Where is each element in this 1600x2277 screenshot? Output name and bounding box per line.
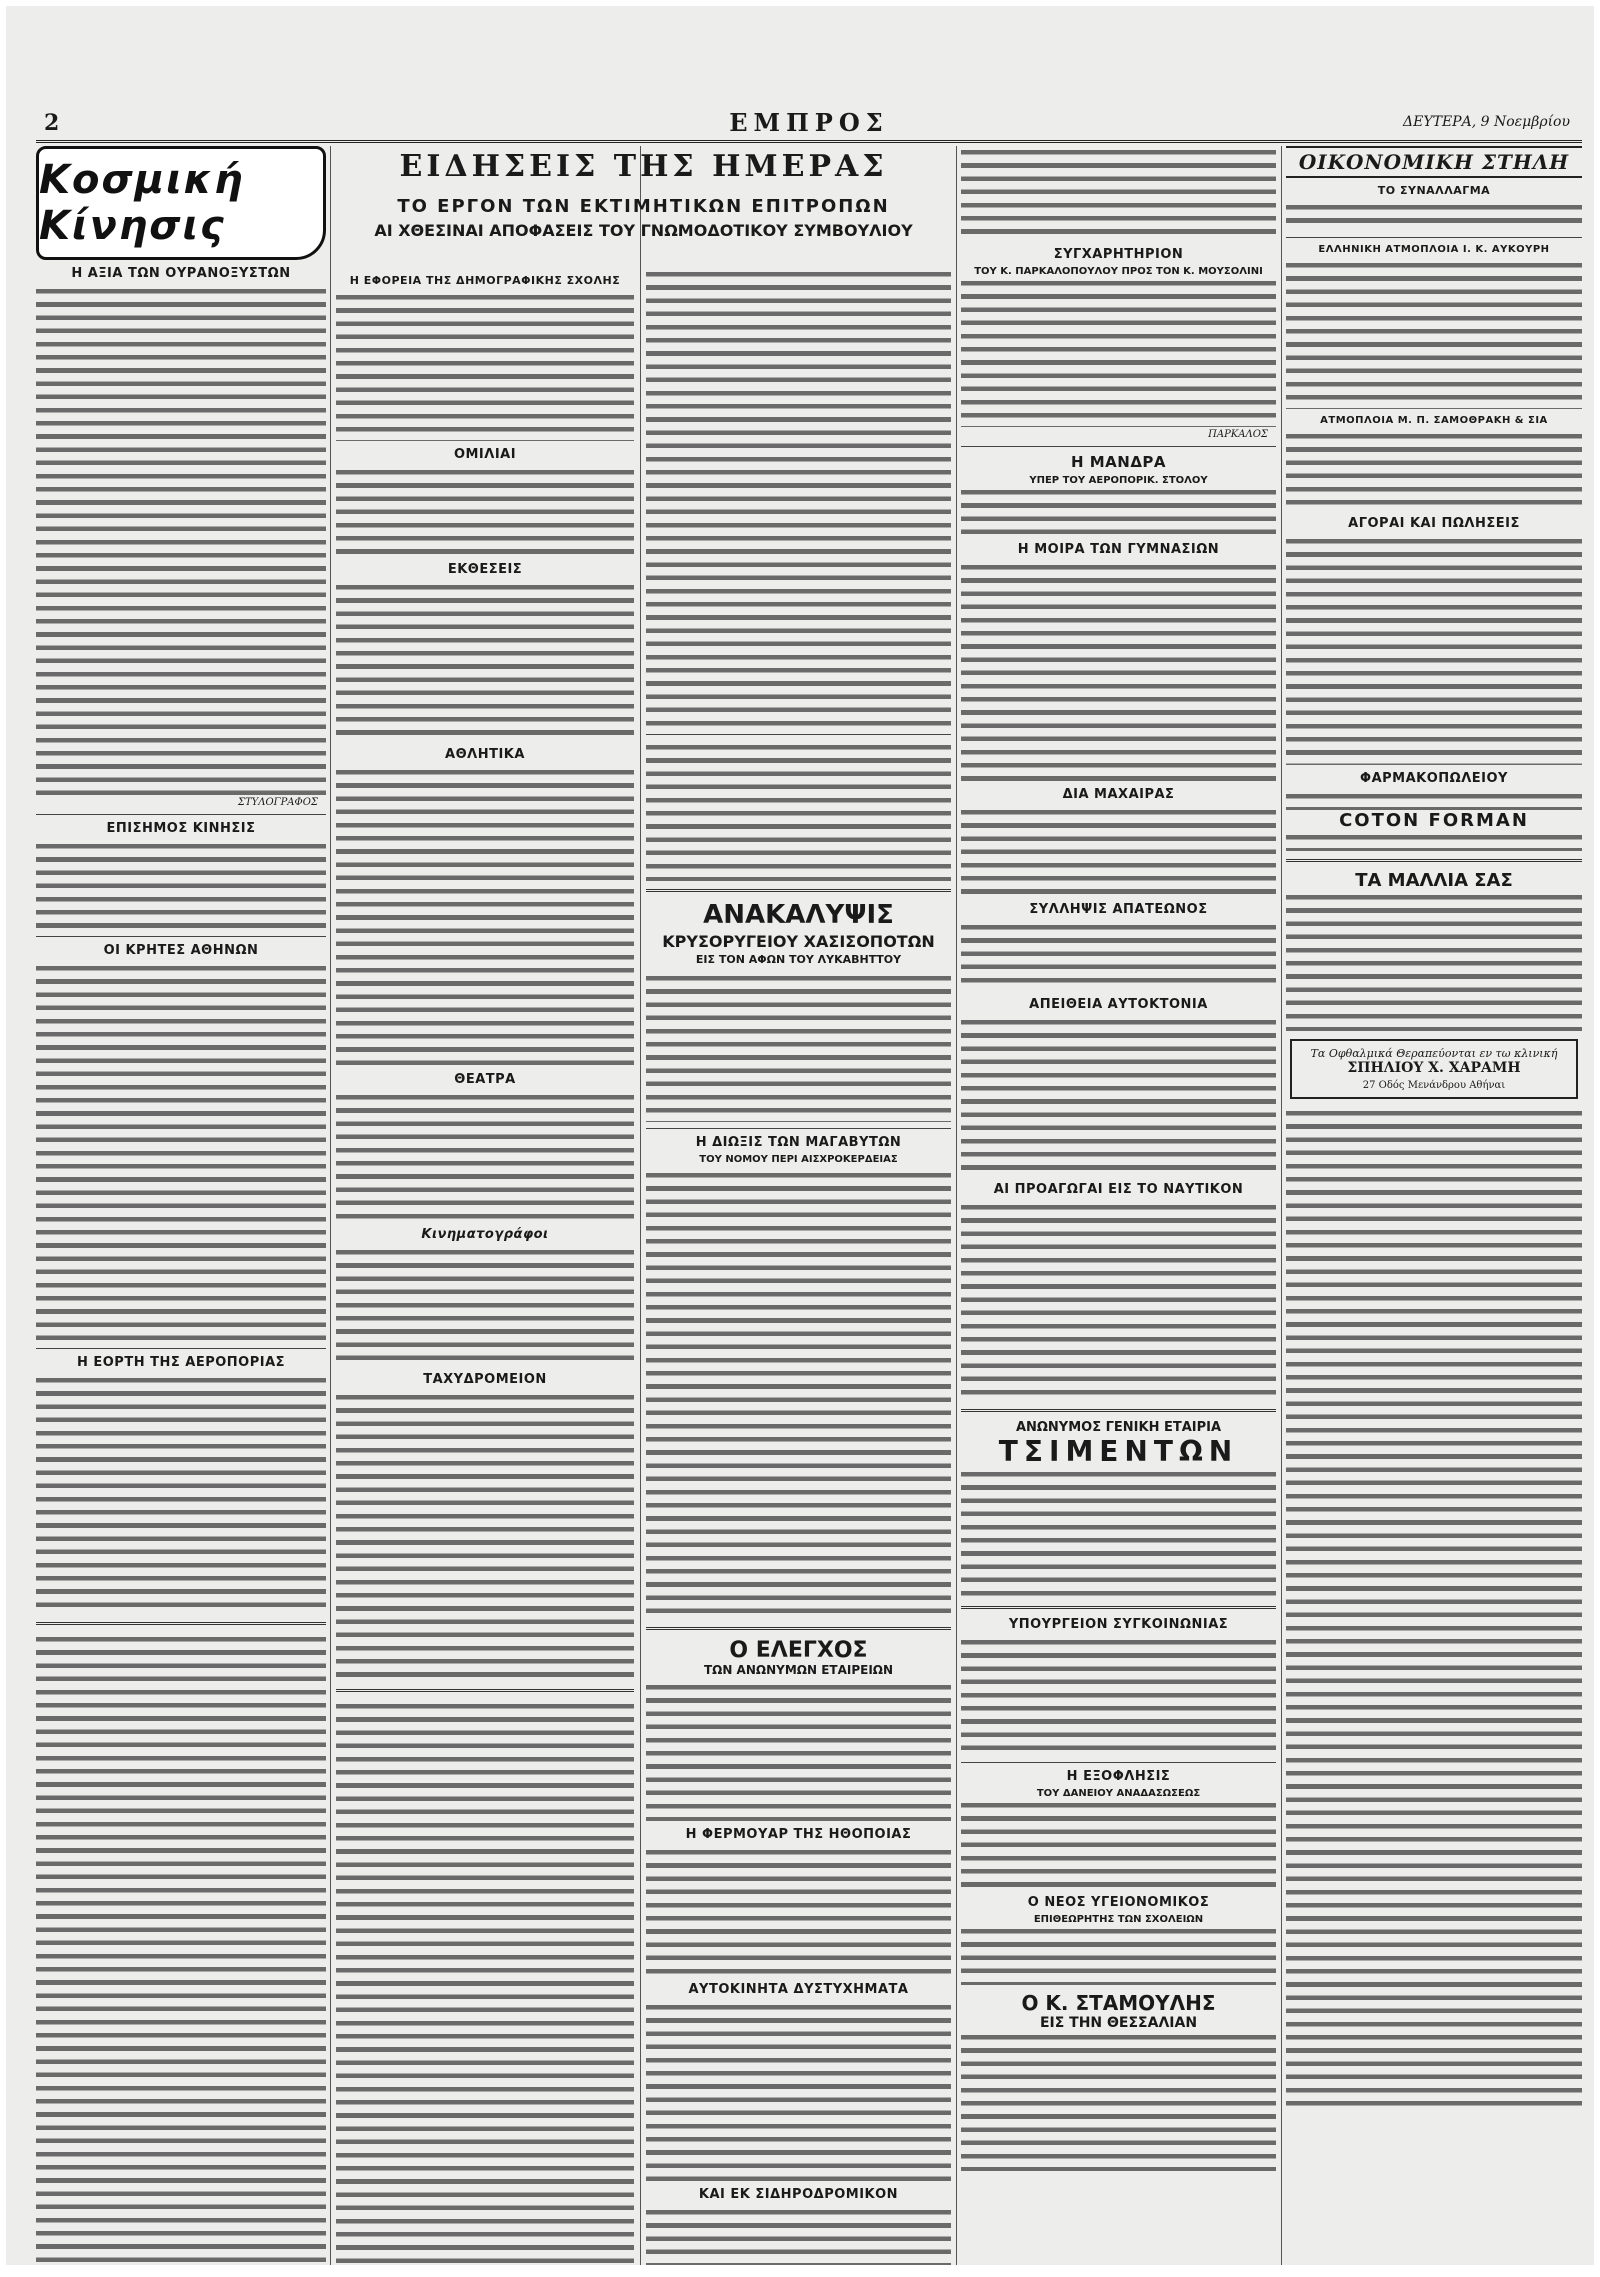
article-title: ΣΥΛΛΗΨΙΣ ΑΠΑΤΕΩΝΟΣ bbox=[1029, 902, 1208, 917]
article-body bbox=[36, 1374, 326, 1614]
newspaper-page bbox=[6, 6, 1594, 2265]
article-title: ΕΛΛΗΝΙΚΗ ΑΤΜΟΠΛΟΙΑ Ι. Κ. ΑΥΚΟΥΡΗ bbox=[1318, 244, 1550, 255]
article-title: ΔΙΑ ΜΑΧΑΙΡΑΣ bbox=[1062, 787, 1175, 802]
ad-title: COTON FORMAN bbox=[1339, 810, 1529, 831]
article-body-continued bbox=[36, 1633, 326, 2265]
article-title: Η ΦΕΡΜΟΥΑΡ ΤΗΣ ΗΘΟΠΟΙΑΣ bbox=[685, 1827, 912, 1842]
article-subtitle: ΤΟΥ ΝΟΜΟΥ ΠΕΡΙ ΑΙΣΧΡΟΚΕΡΔΕΙΑΣ bbox=[699, 1154, 898, 1165]
article-body bbox=[646, 741, 951, 881]
article-subtitle: ΕΠΙΘΕΩΡΗΤΗΣ ΤΩΝ ΣΧΟΛΕΙΩΝ bbox=[1033, 1914, 1204, 1925]
article-body bbox=[1286, 259, 1582, 409]
column-rule bbox=[1281, 146, 1282, 2265]
article-title: Η ΔΙΩΞΙΣ ΤΩΝ ΜΑΓΑΒΥΤΩΝ bbox=[695, 1135, 902, 1150]
article-title: Ο ΕΛΕΓΧΟΣ bbox=[729, 1638, 868, 1663]
article-subtitle: ΤΟΥ ΔΑΝΕΙΟΥ ΑΝΑΔΑΣΩΣΕΩΣ bbox=[1036, 1788, 1201, 1799]
column-rule bbox=[330, 146, 331, 2265]
article-body bbox=[336, 766, 634, 1066]
article-body-continued bbox=[336, 1700, 634, 2265]
lead-headline bbox=[336, 196, 951, 240]
article-body bbox=[961, 277, 1276, 427]
article-body bbox=[961, 1925, 1276, 1985]
lead-article-body bbox=[646, 268, 951, 728]
article-body bbox=[961, 2031, 1276, 2171]
article-title: ΘΕΑΤΡΑ bbox=[454, 1072, 516, 1087]
ad-body bbox=[1286, 831, 1582, 851]
article-title: ΣΥΓΧΑΡΗΤΗΡΙΟΝ bbox=[1053, 247, 1184, 262]
legal-notice-body bbox=[1286, 1107, 1582, 2107]
article-body bbox=[36, 962, 326, 1342]
article-body bbox=[961, 561, 1276, 781]
article-body bbox=[36, 840, 326, 930]
ad-body bbox=[961, 1468, 1276, 1598]
article-body bbox=[1286, 430, 1582, 510]
column-rule bbox=[640, 146, 641, 2265]
ad-body bbox=[1286, 891, 1582, 1031]
article-title: ΕΠΙΣΗΜΟΣ ΚΙΝΗΣΙΣ bbox=[106, 821, 256, 836]
article-subtitle: ΚΡΥΣΟΡΥΓΕΙΟΥ ΧΑΣΙΣΟΠΟΤΩΝ bbox=[662, 932, 935, 951]
article-title: ΑΝΑΚΑΛΥΨΙΣ bbox=[703, 900, 894, 930]
article-title: ΑΓΟΡΑΙ ΚΑΙ ΠΩΛΗΣΕΙΣ bbox=[1348, 516, 1520, 531]
article-subtitle: ΕΙΣ ΤΟΝ ΑΦΩΝ ΤΟΥ ΛΥΚΑΒΗΤΤΟΥ bbox=[695, 953, 902, 966]
column-2 bbox=[336, 268, 634, 2265]
lead-headline-line1: ΤΟ ΕΡΓΟΝ ΤΩΝ ΕΚΤΙΜΗΤΙΚΩΝ ΕΠΙΤΡΟΠΩΝ bbox=[397, 196, 890, 217]
article-body bbox=[961, 1016, 1276, 1176]
article-title: ΚΑΙ ΕΚ ΣΙΔΗΡΟΔΡΟΜΙΚΟΝ bbox=[698, 2187, 899, 2202]
article-body bbox=[336, 1246, 634, 1366]
article-title: ΦΑΡΜΑΚΟΠΩΛΕΙΟΥ bbox=[1360, 771, 1508, 786]
section-title-economic: ΟΙΚΟΝΟΜΙΚΗ ΣΤΗΛΗ bbox=[1286, 146, 1582, 178]
column-1 bbox=[36, 146, 326, 2265]
article-title: Η ΕΦΟΡΕΙΑ ΤΗΣ ΔΗΜΟΓΡΑΦΙΚΗΣ ΣΧΟΛΗΣ bbox=[349, 274, 621, 287]
article-title: ΕΚΘΕΣΕΙΣ bbox=[447, 562, 523, 577]
article-title: Η ΕΞΟΦΛΗΣΙΣ bbox=[1066, 1769, 1171, 1784]
article-title: Η ΜΑΝΔΡΑ bbox=[1070, 453, 1167, 471]
lead-headline-line2: ΑΙ ΧΘΕΣΙΝΑΙ ΑΠΟΦΑΣΕΙΣ ΤΟΥ ΓΝΩΜΟΔΟΤΙΚΟΥ ΣΥΜΒΟΥΛΙΟΥ bbox=[374, 221, 913, 240]
article-title: ΑΤΜΟΠΛΟΙΑ Μ. Π. ΣΑΜΟΘΡΑΚΗ & ΣΙΑ bbox=[1320, 415, 1548, 426]
ad-box-name: ΣΠΗΛΙΟΥ Χ. ΧΑΡΑΜΗ bbox=[1347, 1060, 1521, 1076]
article-body bbox=[646, 1681, 951, 1821]
column-4 bbox=[961, 146, 1276, 2265]
article-body bbox=[336, 1091, 634, 1221]
masthead: ΕΜΠΡΟΣ bbox=[729, 108, 889, 137]
issue-date: ΔΕΥΤΕΡΑ, 9 Νοεμβρίου bbox=[1403, 114, 1570, 130]
article-body bbox=[1286, 790, 1582, 810]
article-body bbox=[1286, 201, 1582, 231]
column-5 bbox=[1286, 146, 1582, 2265]
ad-title: ΑΝΩΝΥΜΟΣ ΓΕΝΙΚΗ ΕΤΑΙΡΙΑ bbox=[1015, 1420, 1222, 1435]
article-body bbox=[961, 1636, 1276, 1756]
article-body bbox=[336, 466, 634, 556]
article-subtitle: ΤΟΥ Κ. ΠΑΡΚΑΛΟΠΟΥΛΟΥ ΠΡΟΣ ΤΟΝ Κ. ΜΟΥΣΟΛΙΝΙ bbox=[974, 266, 1263, 277]
article-body bbox=[961, 1201, 1276, 1401]
article-body bbox=[961, 1799, 1276, 1889]
article-title: Ο Κ. ΣΤΑΜΟΥΛΗΣ bbox=[1021, 1991, 1216, 2015]
article-title: Η ΑΞΙΑ ΤΩΝ ΟΥΡΑΝΟΞΥΣΤΩΝ bbox=[71, 266, 291, 281]
section-banner-kosmiki: Κοσμική Κίνησις bbox=[36, 146, 326, 260]
article-title: ΥΠΟΥΡΓΕΙΟΝ ΣΥΓΚΟΙΝΩΝΙΑΣ bbox=[1008, 1617, 1229, 1632]
page-number: 2 bbox=[44, 110, 60, 136]
news-of-the-day-banner: ΕΙΔΗΣΕΙΣ ΤΗΣ ΗΜΕΡΑΣ bbox=[399, 149, 888, 184]
column-3 bbox=[646, 268, 951, 2265]
article-title: Η ΕΟΡΤΗ ΤΗΣ ΑΕΡΟΠΟΡΙΑΣ bbox=[76, 1355, 286, 1370]
article-body bbox=[36, 285, 326, 795]
article-title: Κινηματογράφοι bbox=[421, 1227, 549, 1242]
article-title: Η ΜΟΙΡΑ ΤΩΝ ΓΥΜΝΑΣΙΩΝ bbox=[1017, 542, 1220, 557]
article-body bbox=[961, 486, 1276, 536]
column-rule bbox=[956, 146, 957, 2265]
article-subtitle: ΤΩΝ ΑΝΩΝΥΜΩΝ ΕΤΑΙΡΕΙΩΝ bbox=[703, 1663, 894, 1677]
article-title: ΟΙ ΚΡΗΤΕΣ ΑΘΗΝΩΝ bbox=[103, 943, 259, 958]
ad-title: ΤΑ ΜΑΛΛΙΑ ΣΑΣ bbox=[1355, 870, 1513, 891]
article-body bbox=[646, 2206, 951, 2265]
article-body bbox=[646, 2001, 951, 2181]
article-subtitle: ΕΙΣ ΤΗΝ ΘΕΣΣΑΛΙΑΝ bbox=[1039, 2015, 1198, 2031]
article-title: ΟΜΙΛΙΑΙ bbox=[453, 447, 517, 462]
ad-box-ophthalmology bbox=[1290, 1039, 1578, 1099]
article-title: ΤΑΧΥΔΡΟΜΕΙΟΝ bbox=[423, 1372, 547, 1387]
ad-title-large: ΤΣΙΜΕΝΤΩΝ bbox=[998, 1435, 1239, 1468]
article-subtitle: ΤΟ ΣΥΝΑΛΛΑΓΜΑ bbox=[1377, 184, 1491, 197]
byline: ΣΤΥΛΟΓΡΑΦΟΣ bbox=[237, 797, 318, 808]
classifieds-body bbox=[1286, 535, 1582, 765]
article-title: ΑΠΕΙΘΕΙΑ ΑΥΤΟΚΤΟΝΙΑ bbox=[1029, 997, 1208, 1012]
running-header bbox=[36, 106, 1582, 143]
ad-box-line: Τα Οφθαλμικά Θεραπεύονται εν τω κλινική bbox=[1310, 1047, 1558, 1060]
article-title: Ο ΝΕΟΣ ΥΓΕΙΟΝΟΜΙΚΟΣ bbox=[1027, 1895, 1210, 1910]
ad-box-address: 27 Οδός Μενάνδρου Αθήναι bbox=[1362, 1080, 1506, 1091]
article-body-continued bbox=[961, 146, 1276, 241]
byline: ΠΑΡΚΑΛΟΣ bbox=[1208, 429, 1268, 440]
article-body bbox=[646, 972, 951, 1122]
article-title: ΑΙ ΠΡΟΑΓΩΓΑΙ ΕΙΣ ΤΟ ΝΑΥΤΙΚΟΝ bbox=[993, 1182, 1244, 1197]
article-body bbox=[961, 806, 1276, 896]
article-body bbox=[961, 921, 1276, 991]
article-title: ΑΘΛΗΤΙΚΑ bbox=[445, 747, 525, 762]
article-body bbox=[646, 1169, 951, 1619]
article-body bbox=[336, 1391, 634, 1681]
article-body bbox=[336, 581, 634, 741]
article-title: ΑΥΤΟΚΙΝΗΤΑ ΔΥΣΤΥΧΗΜΑΤΑ bbox=[688, 1982, 909, 1997]
article-body bbox=[336, 291, 634, 441]
article-subtitle: ΥΠΕΡ ΤΟΥ ΑΕΡΟΠΟΡΙΚ. ΣΤΟΛΟΥ bbox=[1029, 475, 1208, 486]
article-body bbox=[646, 1846, 951, 1976]
